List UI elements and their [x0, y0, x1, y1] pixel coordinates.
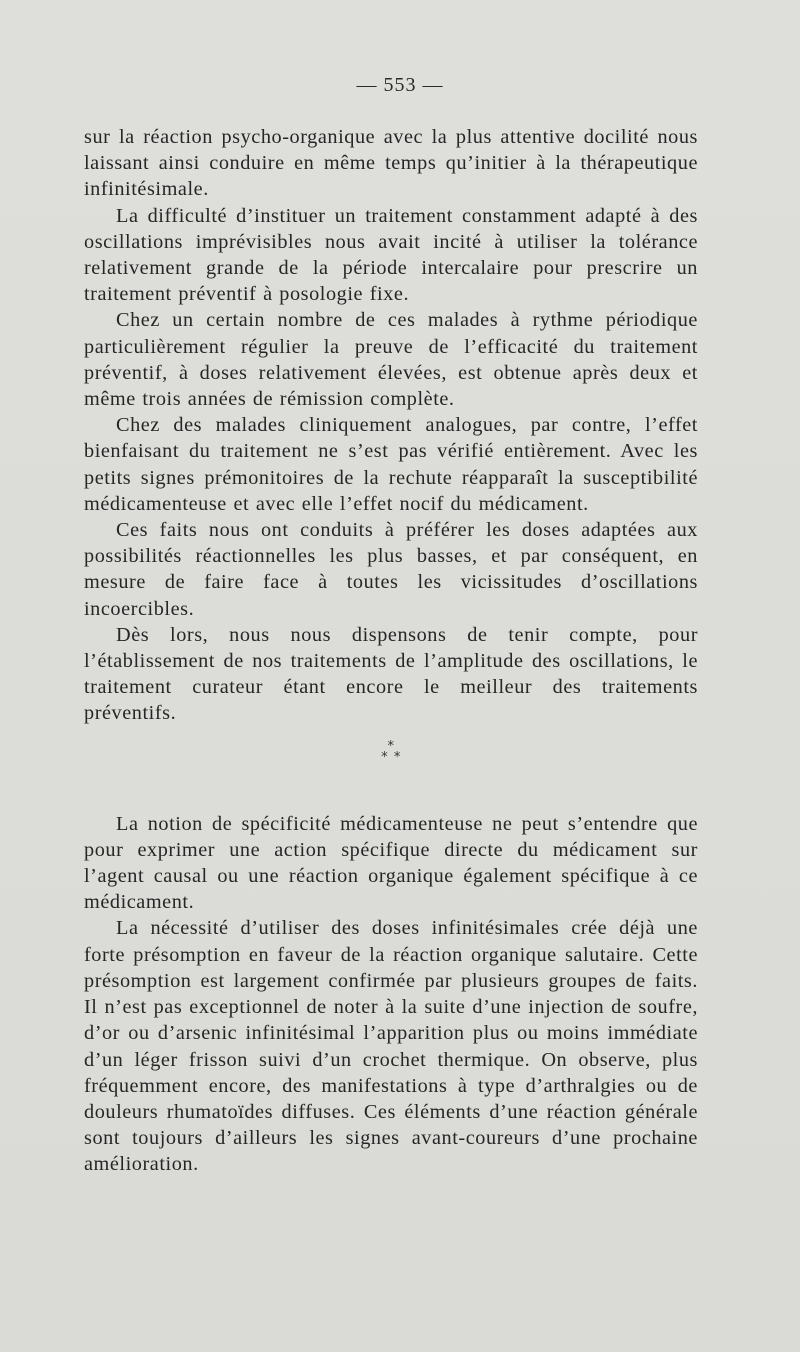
- paragraph-8: La nécessité d’utiliser des doses infinitésimales crée déjà une forte présomption en faveur de la réaction organique salutaire. Cette présomption est largement confirmée par plusieurs groupes de faits. Il n’est pas exceptionnel de noter à la suite d’une injection de soufre, d’or ou d’arsenic infinitésimal l’apparition plus ou moins immédiate d’un léger frisson suivi d’un crochet thermique. On observe, plus fréquemment encore, des manifestations à type d’arthralgies ou de douleurs rhumatoïdes diffuses. Ces éléments d’une réaction générale sont toujours d’ailleurs les signes avant-coureurs d’une prochaine amélioration.: [84, 917, 698, 1176]
- section-separator: [84, 738, 698, 765]
- paragraph-5: Ces faits nous ont conduits à préférer les doses adaptées aux possibilités réactionnelles les plus basses, et par conséquent, en mesure de faire face à toutes les vicissitudes d’oscillations incoercibles.: [84, 519, 698, 620]
- paragraph-7: La notion de spécificité médicamenteuse ne peut s’entendre que pour exprimer une action spécifique directe du médicament sur l’agent causal ou une réaction organique également spécifique à ce médicament.: [84, 812, 698, 914]
- paragraph-1: sur la réaction psycho-organique avec la plus attentive docilité nous laissant ainsi conduire en même temps qu’initier à la thérapeutique infinitésimale.: [84, 126, 698, 201]
- paragraph-4: Chez des malades cliniquement analogues, par contre, l’effet bienfaisant du traitement ne s’est pas vérifié entièrement. Avec les petits signes prémonitoires de la rechute réapparaît la susceptibilité médicamenteuse et avec elle l’effet nocif du médicament.: [84, 414, 698, 515]
- separator-asterisk-top: *: [387, 738, 395, 754]
- paragraph-2: La difficulté d’instituer un traitement constamment adapté à des oscillations imprévisibles nous avait incité à utiliser la tolérance relativement grande de la période intercalaire pour prescrire un traitement préventif à posologie fixe.: [84, 204, 698, 306]
- paragraph-3: Chez un certain nombre de ces malades à rythme périodique particulièrement régulier la preuve de l’efficacité du traitement préventif, à doses relativement élevées, est obtenue après deux et même trois années de rémission complète.: [84, 309, 698, 411]
- page-number: — 553 —: [356, 74, 444, 96]
- paragraph-6: Dès lors, nous nous dispensons de tenir compte, pour l’établissement de nos traitements de l’amplitude des oscillations, le traitement curateur étant encore le meilleur des traitements préventifs.: [84, 623, 698, 725]
- separator-asterisk-bottom: * *: [381, 749, 401, 765]
- body-text: [84, 124, 698, 1178]
